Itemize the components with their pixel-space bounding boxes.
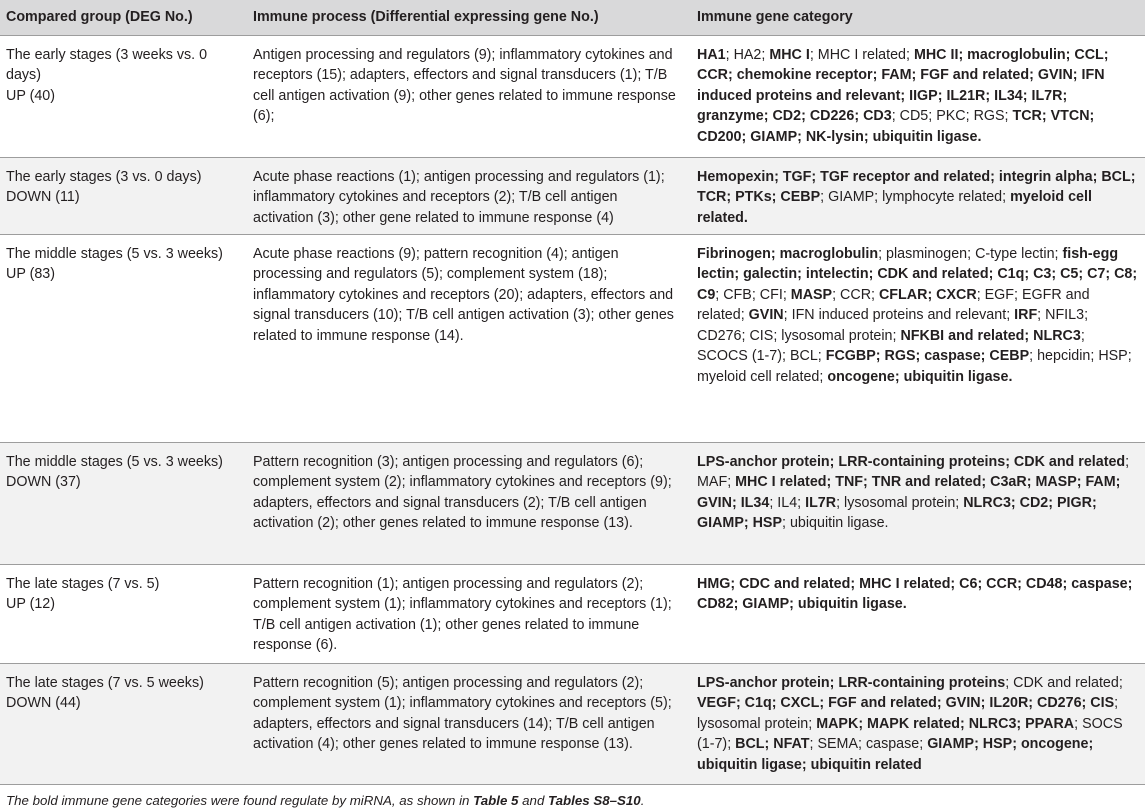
header-immune-gene-category: Immune gene category <box>687 0 1145 35</box>
table-row <box>0 564 1145 663</box>
gene-category: CFI <box>760 287 783 303</box>
gene-category: IRF <box>1014 307 1037 323</box>
gene-category: BCL <box>735 736 764 752</box>
gene-category: CCL <box>1074 47 1103 63</box>
gene-category-cell: Hemopexin; TGF; TGF receptor and related; integrin alpha; BCL; TCR; PTKs; CEBP; GIAMP; lymphocyte related; myeloid cell related. <box>687 157 1145 234</box>
gene-category: CD82 <box>697 596 734 612</box>
gene-category: CDK and related <box>877 266 988 282</box>
gene-category: C1q <box>745 695 772 711</box>
gene-category: CEBP <box>780 189 820 205</box>
gene-category: GIAMP <box>927 736 974 752</box>
gene-category: CCR <box>697 67 728 83</box>
group-label: The late stages (7 vs. 5) <box>6 576 159 592</box>
gene-category: VTCN <box>1051 108 1090 124</box>
gene-category: RGS <box>974 108 1005 124</box>
gene-category: PIGR <box>1057 495 1092 511</box>
gene-category: CD226 <box>810 108 855 124</box>
gene-category: CDK and related <box>1014 454 1125 470</box>
group-label: The middle stages (5 vs. 3 weeks) <box>6 454 223 470</box>
group-label: The early stages (3 vs. 0 days) <box>6 169 201 185</box>
gene-category: FGF and related <box>828 695 937 711</box>
gene-category: Hemopexin <box>697 169 774 185</box>
gene-category: NLRC3 <box>969 716 1017 732</box>
gene-category: myeloid cell related <box>697 369 819 385</box>
gene-category: NFAT <box>773 736 809 752</box>
immune-process-cell: Acute phase reactions (1); antigen processing and regulators (1); inflammatory cytokines and receptors (2); T/B cell antigen activation (3); other gene related to immune response (4) <box>245 157 687 234</box>
gene-category: CD3 <box>863 108 892 124</box>
group-count: DOWN (44) <box>6 695 81 711</box>
gene-category: HMG <box>697 576 730 592</box>
gene-category: IL7R <box>805 495 836 511</box>
gene-category: intelectin <box>806 266 869 282</box>
gene-category: ubiquitin related <box>811 757 922 773</box>
table-row <box>0 442 1145 564</box>
gene-category: LRR-containing proteins <box>838 454 1005 470</box>
gene-category: lysosomal protein <box>844 495 955 511</box>
compared-group-cell <box>0 564 245 663</box>
gene-category: CD2 <box>772 108 801 124</box>
gene-category: CFB <box>723 287 752 303</box>
gene-category: C-type lectin <box>975 246 1054 262</box>
gene-category: CCR <box>986 576 1017 592</box>
compared-group-cell <box>0 35 245 157</box>
gene-category: macroglobulin <box>780 246 879 262</box>
gene-category: NLRC3 <box>963 495 1011 511</box>
gene-category: CD276 <box>697 328 742 344</box>
gene-category: LRR-containing proteins <box>838 675 1005 691</box>
gene-category: GVIN <box>1038 67 1073 83</box>
gene-category: TCR <box>697 189 726 205</box>
footnote-ref-table5[interactable]: Table 5 <box>473 793 518 808</box>
gene-category: caspase <box>866 736 919 752</box>
group-count: DOWN (37) <box>6 474 81 490</box>
table-footnote <box>0 785 1145 811</box>
gene-category: IIGP <box>909 88 938 104</box>
gene-category: C9 <box>697 287 715 303</box>
group-label: The middle stages (5 vs. 3 weeks) <box>6 246 223 262</box>
gene-category: NFIL3 <box>1045 307 1084 323</box>
gene-category: MASP <box>791 287 832 303</box>
gene-category: C3aR <box>990 474 1027 490</box>
gene-category: CD2 <box>1020 495 1049 511</box>
gene-category: FCGBP <box>826 348 876 364</box>
gene-category: GIAMP <box>750 129 797 145</box>
gene-category: CCR <box>840 287 871 303</box>
gene-category-cell: LPS-anchor protein; LRR-containing proteins; CDK and related; VEGF; C1q; CXCL; FGF and related; GVIN; IL20R; CD276; CIS; lysosomal protein; MAPK; MAPK related; NLRC3; PPARA; SOCS (1-7); BCL; NFAT; SEMA; caspase; GIAMP; HSP; oncogene; ubiquitin ligase; ubiquitin related <box>687 663 1145 784</box>
gene-category: CDC and related <box>739 576 850 592</box>
gene-category: Fibrinogen <box>697 246 771 262</box>
gene-category: NLRC3 <box>1033 328 1081 344</box>
footnote-text: . <box>641 793 645 808</box>
gene-category: oncogene <box>1021 736 1089 752</box>
gene-category: IFN induced proteins and relevant <box>792 307 1007 323</box>
gene-category: myeloid cell related. <box>697 189 1092 226</box>
gene-category: CEBP <box>989 348 1029 364</box>
gene-category: IL7R <box>1031 88 1062 104</box>
group-count: UP (40) <box>6 88 55 104</box>
gene-category: GVIN <box>697 495 732 511</box>
gene-category: CD276 <box>1037 695 1082 711</box>
gene-category: GVIN <box>946 695 981 711</box>
gene-category: chemokine receptor <box>737 67 873 83</box>
gene-category: BCL <box>790 348 818 364</box>
gene-category: TGF <box>783 169 812 185</box>
immune-process-cell: Acute phase reactions (9); pattern recognition (4); antigen processing and regulators (5); complement system (18); inflammatory cytokines and receptors (20); adapters, effectors and signal transducers (10); T/B cell antigen activation (3); other genes related to immune response (14). <box>245 234 687 442</box>
gene-category: MASP <box>1035 474 1076 490</box>
gene-category: CXCR <box>936 287 977 303</box>
table-row <box>0 157 1145 234</box>
gene-category: IL4 <box>777 495 797 511</box>
gene-category: CD5 <box>900 108 929 124</box>
gene-category: IFN induced proteins and relevant <box>697 67 1105 104</box>
gene-category: fish-egg lectin <box>697 246 1118 283</box>
immune-process-cell: Antigen processing and regulators (9); inflammatory cytokines and receptors (15); adapters, effectors and signal transducers (1); T/B cell antigen activation (9); other genes related to immune response (6); <box>245 35 687 157</box>
gene-category: MHC I related <box>735 474 826 490</box>
compared-group-cell <box>0 442 245 564</box>
immune-process-cell: Pattern recognition (5); antigen processing and regulators (2); complement system (1); inflammatory cytokines and receptors (5); adapters, effectors and signal transducers (14); T/B cell antigen activation (4); other genes related to immune response (13). <box>245 663 687 784</box>
gene-category: MHC II <box>914 47 958 63</box>
gene-category: HSP <box>1098 348 1127 364</box>
gene-category: C3 <box>1033 266 1051 282</box>
gene-category: LPS-anchor protein <box>697 675 830 691</box>
gene-category: lymphocyte related <box>882 189 1002 205</box>
group-count: UP (83) <box>6 266 55 282</box>
footnote-ref-tables-s8-s10[interactable]: Tables S8–S10 <box>548 793 641 808</box>
gene-category: PTKs <box>735 189 772 205</box>
gene-category: MHC I related <box>818 47 906 63</box>
gene-category: MAF <box>697 474 727 490</box>
gene-category: CIS <box>749 328 773 344</box>
gene-category: C1q <box>997 266 1024 282</box>
gene-category: HA1 <box>697 47 726 63</box>
gene-category-cell: HA1; HA2; MHC I; MHC I related; MHC II; macroglobulin; CCL; CCR; chemokine receptor; FAM; FGF and related; GVIN; IFN induced proteins and relevant; IIGP; IL21R; IL34; IL7R; granzyme; CD2; CD226; CD3; CD5; PKC; RGS; TCR; VTCN; CD200; GIAMP; NK-lysin; ubiquitin ligase. <box>687 35 1145 157</box>
table-row <box>0 35 1145 157</box>
gene-category: GIAMP <box>742 596 789 612</box>
gene-category: integrin alpha <box>999 169 1093 185</box>
gene-category: RGS <box>885 348 916 364</box>
gene-category: CD48 <box>1026 576 1063 592</box>
gene-category: GIAMP <box>828 189 874 205</box>
gene-category: VEGF <box>697 695 736 711</box>
gene-category: macroglobulin <box>967 47 1066 63</box>
gene-category: IL20R <box>989 695 1028 711</box>
gene-category: C5 <box>1060 266 1078 282</box>
group-count: UP (12) <box>6 596 55 612</box>
gene-category: EGF <box>985 287 1014 303</box>
gene-category: lysosomal protein <box>697 716 808 732</box>
gene-category: galectin <box>743 266 797 282</box>
group-count: DOWN (11) <box>6 189 80 205</box>
gene-category: EGFR and related <box>697 287 1090 324</box>
gene-category: CDK and related <box>1013 675 1119 691</box>
compared-group-cell <box>0 157 245 234</box>
gene-category: NFKBI and related <box>900 328 1024 344</box>
gene-category: C7 <box>1087 266 1105 282</box>
footnote-text: The bold immune gene categories were found regulate by miRNA, as shown in <box>6 793 473 808</box>
immune-process-cell: Pattern recognition (3); antigen processing and regulators (6); complement system (2); inflammatory cytokines and receptors (9); adapters, effectors and signal transducers (2); T/B cell antigen activation (2); other genes related to immune response (13). <box>245 442 687 564</box>
table-header-row <box>0 0 1145 35</box>
gene-category: ubiquitin ligase. <box>790 515 889 531</box>
gene-category: TNR and related <box>872 474 982 490</box>
gene-category: HSP <box>753 515 782 531</box>
gene-category: MAPK related <box>867 716 960 732</box>
gene-category: GVIN <box>749 307 784 323</box>
gene-category: SEMA <box>817 736 858 752</box>
gene-category: GIAMP <box>697 515 744 531</box>
gene-category: caspase <box>924 348 980 364</box>
gene-category: TGF receptor and related <box>820 169 990 185</box>
gene-category: SOCS (1-7) <box>697 716 1123 753</box>
gene-category: TCR <box>1013 108 1042 124</box>
gene-category: LPS-anchor protein <box>697 454 830 470</box>
gene-category: granzyme <box>697 108 764 124</box>
gene-category: FAM <box>1085 474 1115 490</box>
gene-category: CD200 <box>697 129 742 145</box>
gene-category: CIS <box>1090 695 1114 711</box>
gene-category: IL34 <box>994 88 1023 104</box>
header-immune-process: Immune process (Differential expressing gene No.) <box>245 0 687 35</box>
gene-category: oncogene <box>827 369 895 385</box>
compared-group-cell <box>0 663 245 784</box>
gene-category: C6 <box>959 576 977 592</box>
table-row <box>0 234 1145 442</box>
gene-category: MHC I <box>769 47 810 63</box>
gene-category-cell: Fibrinogen; macroglobulin; plasminogen; C-type lectin; fish-egg lectin; galectin; intelectin; CDK and related; C1q; C3; C5; C7; C8; C9; CFB; CFI; MASP; CCR; CFLAR; CXCR; EGF; EGFR and related; GVIN; IFN induced proteins and relevant; IRF; NFIL3; CD276; CIS; lysosomal protein; NFKBI and related; NLRC3; SCOCS (1-7); BCL; FCGBP; RGS; caspase; CEBP; hepcidin; HSP; myeloid cell related; oncogene; ubiquitin ligase. <box>687 234 1145 442</box>
gene-category-cell: HMG; CDC and related; MHC I related; C6; CCR; CD48; caspase; CD82; GIAMP; ubiquitin ligase. <box>687 564 1145 663</box>
gene-category: IL34 <box>741 495 770 511</box>
gene-category-cell: LPS-anchor protein; LRR-containing proteins; CDK and related; MAF; MHC I related; TNF; TNR and related; C3aR; MASP; FAM; GVIN; IL34; IL4; IL7R; lysosomal protein; NLRC3; CD2; PIGR; GIAMP; HSP; ubiquitin ligase. <box>687 442 1145 564</box>
gene-category: C8 <box>1114 266 1132 282</box>
gene-category: FGF and related <box>920 67 1029 83</box>
gene-category: MAPK <box>816 716 858 732</box>
compared-group-cell <box>0 234 245 442</box>
gene-category: lysosomal protein <box>781 328 892 344</box>
gene-category: FAM <box>881 67 911 83</box>
header-compared-group: Compared group (DEG No.) <box>0 0 245 35</box>
gene-category: ubiquitin ligase <box>697 757 802 773</box>
gene-category: caspase <box>1071 576 1127 592</box>
gene-category: TNF <box>835 474 863 490</box>
gene-category: ubiquitin ligase. <box>904 369 1013 385</box>
gene-category: PPARA <box>1025 716 1074 732</box>
gene-category: hepcidin <box>1037 348 1090 364</box>
gene-category: HA2 <box>734 47 762 63</box>
gene-category: HSP <box>983 736 1012 752</box>
footnote-text: and <box>518 793 548 808</box>
gene-category: BCL <box>1101 169 1130 185</box>
gene-category: plasminogen <box>886 246 967 262</box>
gene-category: CFLAR <box>879 287 927 303</box>
gene-category: ubiquitin ligase. <box>798 596 907 612</box>
group-label: The late stages (7 vs. 5 weeks) <box>6 675 204 691</box>
gene-category: NK-lysin <box>806 129 864 145</box>
gene-category: MHC I related <box>859 576 950 592</box>
gene-category: IL21R <box>946 88 985 104</box>
gene-category: SCOCS (1-7) <box>697 348 782 364</box>
group-label: The early stages (3 weeks vs. 0 days) <box>6 47 207 84</box>
immune-process-cell: Pattern recognition (1); antigen processing and regulators (2); complement system (1); inflammatory cytokines and receptors (1); T/B cell antigen activation (1); other genes related to immune response (6). <box>245 564 687 663</box>
table-row <box>0 663 1145 784</box>
gene-category: CXCL <box>780 695 819 711</box>
gene-category: ubiquitin ligase. <box>873 129 982 145</box>
gene-category: PKC <box>936 108 965 124</box>
